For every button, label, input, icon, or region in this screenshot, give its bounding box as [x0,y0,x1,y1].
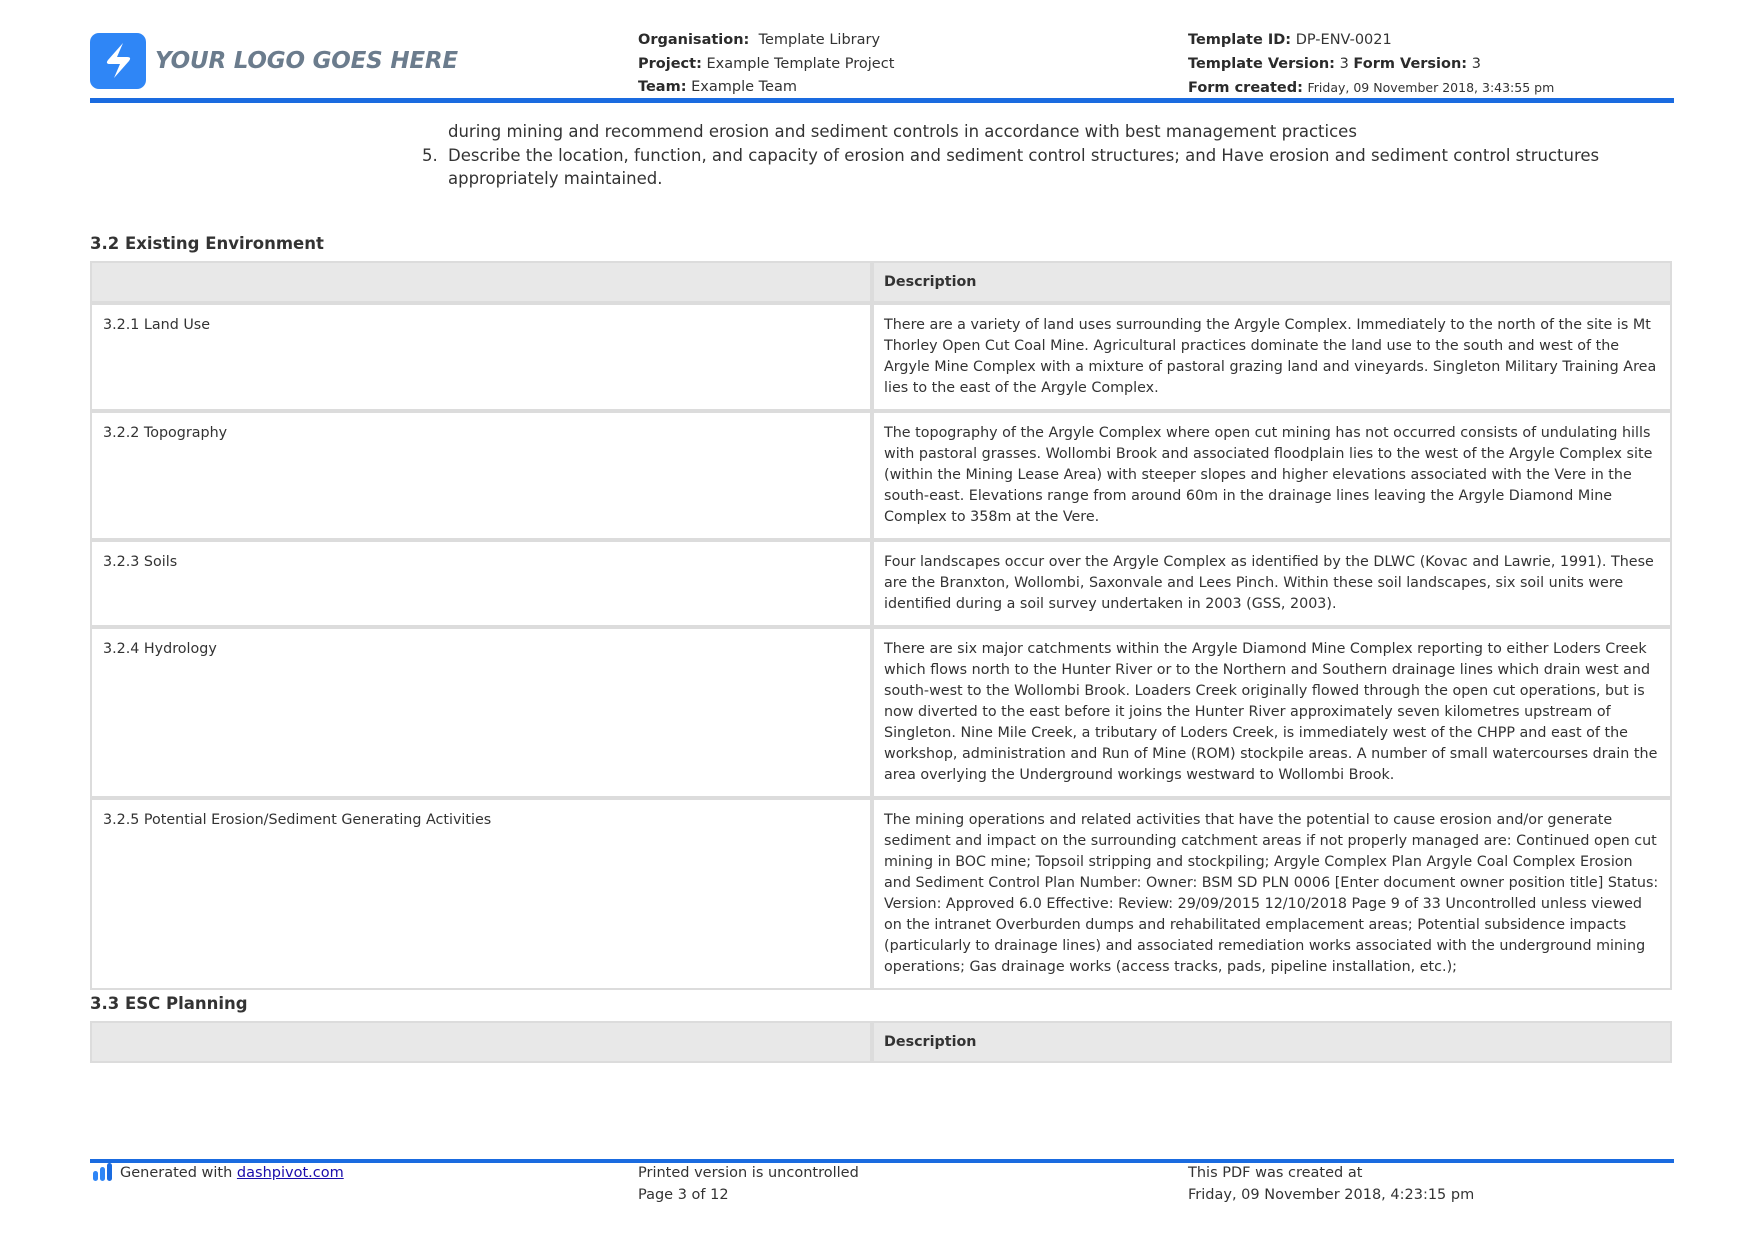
template-version-value: 3 [1339,55,1349,72]
form-created-label: Form created: [1188,80,1303,96]
organisation-line [638,29,894,53]
table-header-description: Description [874,1023,1670,1061]
section-title-esc-planning: 3.3 ESC Planning [90,994,248,1013]
row-description: The mining operations and related activities that have the potential to cause erosion and/or generate sediment and impact on the surrounding catchment areas if not properly managed are: Continued open cut mining in BOC mine; Topsoil stripping and stockpiling; Argyle Complex Plan Argyle Coal Complex Erosion and Sediment Control Plan Number: Owner: BSM SD PLN 0006 [Enter document owner position title] Status: Version: Approved 6.0 Effective: Review: 29/09/2015 12/10/2018 Page 9 of 33 Uncontrolled unless viewed on the intranet Overburden dumps and rehabilitated emplacement areas; Potential subsidence impacts (particularly to drainage lines) and associated remediation works associated with the underground mining operations; Gas drainage works (access tracks, pads, pipeline installation, etc.); [874,796,1670,988]
logo-icon [90,33,146,89]
table-header-blank [92,263,874,301]
template-id-value: DP-ENV-0021 [1295,32,1392,48]
version-line [1188,53,1554,77]
team-label: Team: [638,79,687,95]
list-item-text: Describe the location, function, and capacity of erosion and sediment control structures; and Have erosion and sediment control structures appropriately maintained. [448,145,1600,188]
uncontrolled-notice: Printed version is uncontrolled [638,1165,859,1181]
page-number: Page 3 of 12 [638,1187,729,1203]
logo-text: YOUR LOGO GOES HERE [155,48,458,74]
template-id-label: Template ID: [1188,32,1292,48]
header-divider [90,98,1674,103]
existing-environment-table [90,261,1672,990]
pdf-created-label: This PDF was created at [1188,1165,1363,1181]
header-meta-left [638,29,894,100]
template-id-line [1188,29,1554,53]
section-title-existing-environment: 3.2 Existing Environment [90,234,324,253]
footer-print-info [638,1162,859,1206]
project-line [638,53,894,77]
table-header-blank [92,1023,874,1061]
row-label: 3.2.4 Hydrology [92,625,874,796]
dashpivot-link[interactable]: dashpivot.com [236,1165,344,1181]
logo-mark [90,33,146,89]
table-row [92,796,1670,988]
table-header-row [92,263,1670,301]
dashpivot-bars-icon [92,1163,114,1181]
organisation-value: Template Library [758,32,881,48]
form-created-line [1188,76,1554,101]
list-item-5 [422,144,1648,191]
list-item-number: 5. [422,145,438,165]
team-value: Example Team [691,79,797,95]
form-created-value: Friday, 09 November 2018, 3:43:55 pm [1307,80,1555,95]
table-header-description: Description [874,263,1670,301]
organisation-label: Organisation: [638,32,750,48]
row-description: The topography of the Argyle Complex where open cut mining has not occurred consists of undulating hills with pastoral grasses. Wollombi Brook and associated floodplain lies to the west of the Argyle Complex site (within the Mining Lease Area) with steeper slopes and higher elevations associated with the Vere in the south-east. Elevations range from around 60m in the drainage lines leaving the Argyle Diamond Mine Complex to 358m at the Vere. [874,409,1670,538]
table-row [92,538,1670,625]
project-value: Example Template Project [706,55,895,72]
template-version-label: Template Version: [1188,55,1335,72]
row-description: Four landscapes occur over the Argyle Complex as identified by the DLWC (Kovac and Lawrie, 1991). These are the Branxton, Wollombi, Saxonvale and Lees Pinch. Within these soil landscapes, six soil units were identified during a soil survey undertaken in 2003 (GSS, 2003). [874,538,1670,625]
row-description: There are six major catchments within the Argyle Diamond Mine Complex reporting to either Loders Creek which flows north to the Hunter River or to the Northern and Southern drainage lines which drain west and south-west to the Wollombi Brook. Loaders Creek originally flowed through the open cut operations, but is now diverted to the east before it joins the Hunter River approximately seven kilometres upstream of Singleton. Nine Mile Creek, a tributary of Loders Creek, is immediately west of the CHPP and east of the workshop, administration and Run of Mine (ROM) stockpile areas. A number of small watercourses drain the area overlying the Underground workings westward to Wollombi Brook. [874,625,1670,796]
pdf-created-value: Friday, 09 November 2018, 4:23:15 pm [1188,1187,1475,1203]
project-label: Project: [638,55,702,72]
list-item-continued: during mining and recommend erosion and sediment controls in accordance with best management practices [448,122,1357,141]
row-label: 3.2.3 Soils [92,538,874,625]
row-label: 3.2.2 Topography [92,409,874,538]
table-row [92,301,1670,409]
form-version-label: Form Version: [1353,55,1468,72]
footer-created-info [1188,1162,1474,1206]
row-label: 3.2.5 Potential Erosion/Sediment Generating Activities [92,796,874,988]
form-version-value: 3 [1471,55,1481,72]
footer-generated [92,1162,344,1184]
row-label: 3.2.1 Land Use [92,301,874,409]
header-meta-right [1188,29,1554,101]
generated-with-text: Generated with [120,1165,233,1181]
objectives-list-continuation [422,120,1648,191]
table-row [92,625,1670,796]
row-description: There are a variety of land uses surrounding the Argyle Complex. Immediately to the north of the site is Mt Thorley Open Cut Coal Mine. Agricultural practices dominate the land use to the south and west of the Argyle Mine Complex with a mixture of pastoral grazing land and vineyards. Singleton Military Training Area lies to the east of the Argyle Complex. [874,301,1670,409]
esc-planning-table [90,1021,1672,1063]
table-row [92,409,1670,538]
table-header-row [92,1023,1670,1061]
team-line [638,76,894,100]
